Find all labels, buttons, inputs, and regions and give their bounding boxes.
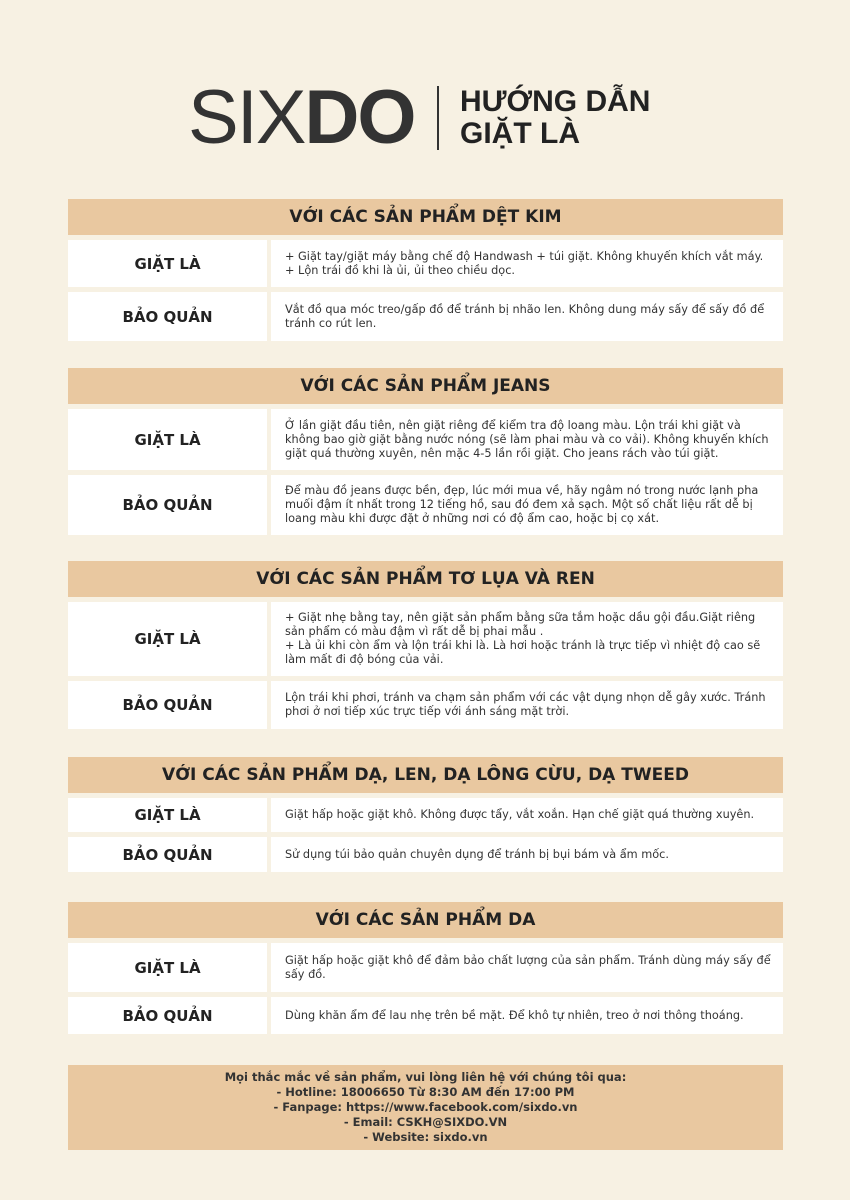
row-washing — [68, 798, 783, 832]
row-text: Sử dụng túi bảo quản chuyên dụng để tránh bị bụi bám và ẩm mốc. — [271, 837, 783, 872]
row-storage — [68, 475, 783, 535]
section-title: VỚI CÁC SẢN PHẨM DA — [68, 902, 783, 938]
footer-website: - Website: sixdo.vn — [363, 1130, 488, 1144]
section-title: VỚI CÁC SẢN PHẨM DẠ, LEN, DẠ LÔNG CỪU, DẠ TWEED — [68, 757, 783, 793]
row-storage — [68, 837, 783, 872]
page-title — [460, 86, 650, 150]
sixdo-logo — [188, 75, 415, 160]
header-divider — [437, 86, 439, 150]
row-text: + Giặt nhẹ bằng tay, nên giặt sản phẩm bằng sữa tắm hoặc dầu gội đầu.Giặt riêng sản phẩm có màu đậm vì rất dễ bị phai mẫu . + Là ủi khi còn ẩm và lộn trái khi là. Là hơi hoặc tránh là trực tiếp vì nhiệt độ cao sẽ làm mất đi độ bóng của vải. — [271, 602, 783, 676]
row-text: Lộn trái khi phơi, tránh va chạm sản phẩm với các vật dụng nhọn dễ gây xước. Tránh phơi ở nơi tiếp xúc trực tiếp với ánh sáng mặt trời. — [271, 681, 783, 729]
row-text: Ở lần giặt đầu tiên, nên giặt riêng để kiểm tra độ loang màu. Lộn trái khi giặt và không bao giờ giặt bằng nước nóng (sẽ làm phai màu và co vải). Không khuyến khích giặt quá thường xuyên, nên mặc 4-5 lần rồi giặt. Cho jeans rách vào túi giặt. — [271, 409, 783, 470]
page-header — [0, 75, 850, 160]
footer-email: - Email: CSKH@SIXDO.VN — [343, 1115, 508, 1129]
logo-part-do: DO — [304, 75, 415, 160]
row-text: Dùng khăn ẩm để lau nhẹ trên bề mặt. Để khô tự nhiên, treo ở nơi thông thoáng. — [271, 997, 783, 1034]
section-wool-tweed — [68, 757, 783, 872]
row-label: GIẶT LÀ — [68, 240, 267, 287]
row-label: BẢO QUẢN — [68, 997, 267, 1034]
footer-fanpage: - Fanpage: https://www.facebook.com/sixdo.vn — [273, 1100, 578, 1114]
row-label: GIẶT LÀ — [68, 943, 267, 992]
row-washing — [68, 240, 783, 287]
section-leather — [68, 902, 783, 1034]
row-label: GIẶT LÀ — [68, 409, 267, 470]
row-storage — [68, 292, 783, 341]
row-label: GIẶT LÀ — [68, 798, 267, 832]
row-washing — [68, 943, 783, 992]
logo-part-six: SIX — [188, 75, 305, 160]
row-text: Giặt hấp hoặc giặt khô. Không được tẩy, vắt xoắn. Hạn chế giặt quá thường xuyên. — [271, 798, 783, 832]
footer-intro: Mọi thắc mắc về sản phẩm, vui lòng liên hệ với chúng tôi qua: — [224, 1070, 627, 1084]
row-washing — [68, 409, 783, 470]
row-label: BẢO QUẢN — [68, 292, 267, 341]
footer-hotline: - Hotline: 18006650 Từ 8:30 AM đến 17:00 PM — [276, 1085, 575, 1099]
row-storage — [68, 681, 783, 729]
row-label: GIẶT LÀ — [68, 602, 267, 676]
row-washing — [68, 602, 783, 676]
row-label: BẢO QUẢN — [68, 475, 267, 535]
row-label: BẢO QUẢN — [68, 837, 267, 872]
row-text: + Giặt tay/giặt máy bằng chế độ Handwash + túi giặt. Không khuyến khích vắt máy. + Lộn trái đồ khi là ủi, ủi theo chiều dọc. — [271, 240, 783, 287]
section-silk-lace — [68, 561, 783, 729]
section-knitwear — [68, 199, 783, 341]
row-text: Vắt đồ qua móc treo/gấp đồ để tránh bị nhão len. Không dung máy sấy để sấy đồ để tránh co rút len. — [271, 292, 783, 341]
page-title-line-1: HƯỚNG DẪN — [460, 85, 651, 118]
row-text: Để màu đồ jeans được bền, đẹp, lúc mới mua về, hãy ngâm nó trong nước lạnh pha muối đậm ít nhất trong 12 tiếng hồ, sau đó đem xả sạch. Một số chất liệu rất dễ bị loang màu khi được đặt ở những nơi có độ ẩm cao, hoặc bị cọ xát. — [271, 475, 783, 535]
row-text: Giặt hấp hoặc giặt khô để đảm bảo chất lượng của sản phẩm. Tránh dùng máy sấy để sấy đồ. — [271, 943, 783, 992]
row-storage — [68, 997, 783, 1034]
section-title: VỚI CÁC SẢN PHẨM DỆT KIM — [68, 199, 783, 235]
page-title-line-2: GIẶT LÀ — [460, 117, 580, 150]
section-jeans — [68, 368, 783, 535]
section-title: VỚI CÁC SẢN PHẨM TƠ LỤA VÀ REN — [68, 561, 783, 597]
section-title: VỚI CÁC SẢN PHẨM JEANS — [68, 368, 783, 404]
contact-footer — [68, 1065, 783, 1150]
row-label: BẢO QUẢN — [68, 681, 267, 729]
